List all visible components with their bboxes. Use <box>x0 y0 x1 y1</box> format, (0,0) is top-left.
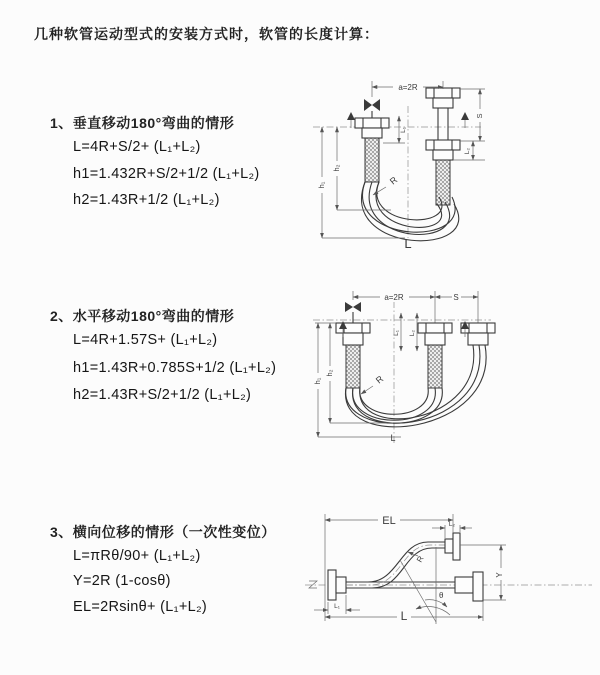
dim-label-el: EL <box>382 515 396 527</box>
length-label: L <box>404 236 412 251</box>
middle-fitting <box>418 323 452 388</box>
dim-label-l: L <box>400 609 408 623</box>
length-label: L <box>390 433 396 443</box>
radius-callout <box>361 373 386 394</box>
dimension-l1 <box>314 595 360 614</box>
section-3-formula-L: L=πRθ/90+ (L₁+L₂) <box>73 548 201 564</box>
hose-curves <box>345 345 486 427</box>
right-fitting <box>426 88 460 205</box>
angle-label-theta: θ <box>439 591 444 600</box>
dim-label-h2: h₂ <box>332 164 341 172</box>
radius-label: R <box>373 373 386 386</box>
section-2-formula-L: L=4R+1.57S+ (L₁+L₂) <box>73 332 218 348</box>
left-fitting <box>355 118 389 182</box>
dim-label-l1: L₁ <box>334 603 340 610</box>
section-2-formula-h2: h2=1.43R+S/2+1/2 (L₁+L₂) <box>73 387 252 403</box>
section-2-heading: 2、水平移动180°弯曲的情形 <box>50 308 235 324</box>
dimension-l <box>325 601 483 623</box>
dimension-l2 <box>432 521 472 538</box>
section-1-heading: 1、垂直移动180°弯曲的情形 <box>50 115 235 131</box>
radius-label: R <box>414 554 426 564</box>
section-3-formula-Y: Y=2R (1-cosθ) <box>73 573 171 589</box>
dimension-small-l1-l2 <box>393 313 417 351</box>
dim-label-l2: L₂ <box>448 521 456 528</box>
dim-label-l1: L₁ <box>393 330 400 336</box>
valve-icon <box>364 99 380 118</box>
diagram-lateral-displacement <box>300 503 600 663</box>
right-fitting-original <box>455 572 483 601</box>
section-2-formula-h1: h1=1.43R+0.785S+1/2 (L₁+L₂) <box>73 360 277 376</box>
s-curve-hose-displaced <box>346 542 445 588</box>
section-3-formula-EL: EL=2Rsinθ+ (L₁+L₂) <box>73 599 208 615</box>
section-3-heading: 3、横向位移的情形（一次性变位） <box>50 524 276 540</box>
radius-label: R <box>387 174 400 187</box>
dim-label-h1: h₁ <box>317 181 326 189</box>
dim-label-l1: L₁ <box>400 127 407 133</box>
right-fitting-displaced <box>445 533 460 560</box>
left-fitting <box>336 323 370 388</box>
diagram-horizontal-180-bend <box>313 285 600 457</box>
dim-label-h2: h₂ <box>325 369 334 377</box>
dimension-top <box>353 291 478 323</box>
dim-label-l2: L₂ <box>464 147 471 155</box>
section-1-formula-h2: h2=1.43R+1/2 (L₁+L₂) <box>73 192 220 208</box>
section-1-formula-L: L=4R+S/2+ (L₁+L₂) <box>73 139 201 155</box>
dim-label-a2r: a=2R <box>398 83 418 92</box>
dim-label-l2: L₂ <box>409 329 416 337</box>
dim-label-a2r: a=2R <box>384 293 404 302</box>
dim-label-s: S <box>475 113 484 119</box>
section-1-formula-h1: h1=1.432R+S/2+1/2 (L₁+L₂) <box>73 166 260 182</box>
dim-label-h1: h₁ <box>313 377 322 385</box>
page-title: 几种软管运动型式的安装方式时，软管的长度计算： <box>34 26 379 42</box>
diagram-vertical-180-bend <box>313 68 600 258</box>
dim-label-y: Y <box>495 572 504 578</box>
centerline-break-mark <box>309 581 317 588</box>
dim-label-s: S <box>453 293 459 302</box>
left-fitting <box>328 570 346 600</box>
